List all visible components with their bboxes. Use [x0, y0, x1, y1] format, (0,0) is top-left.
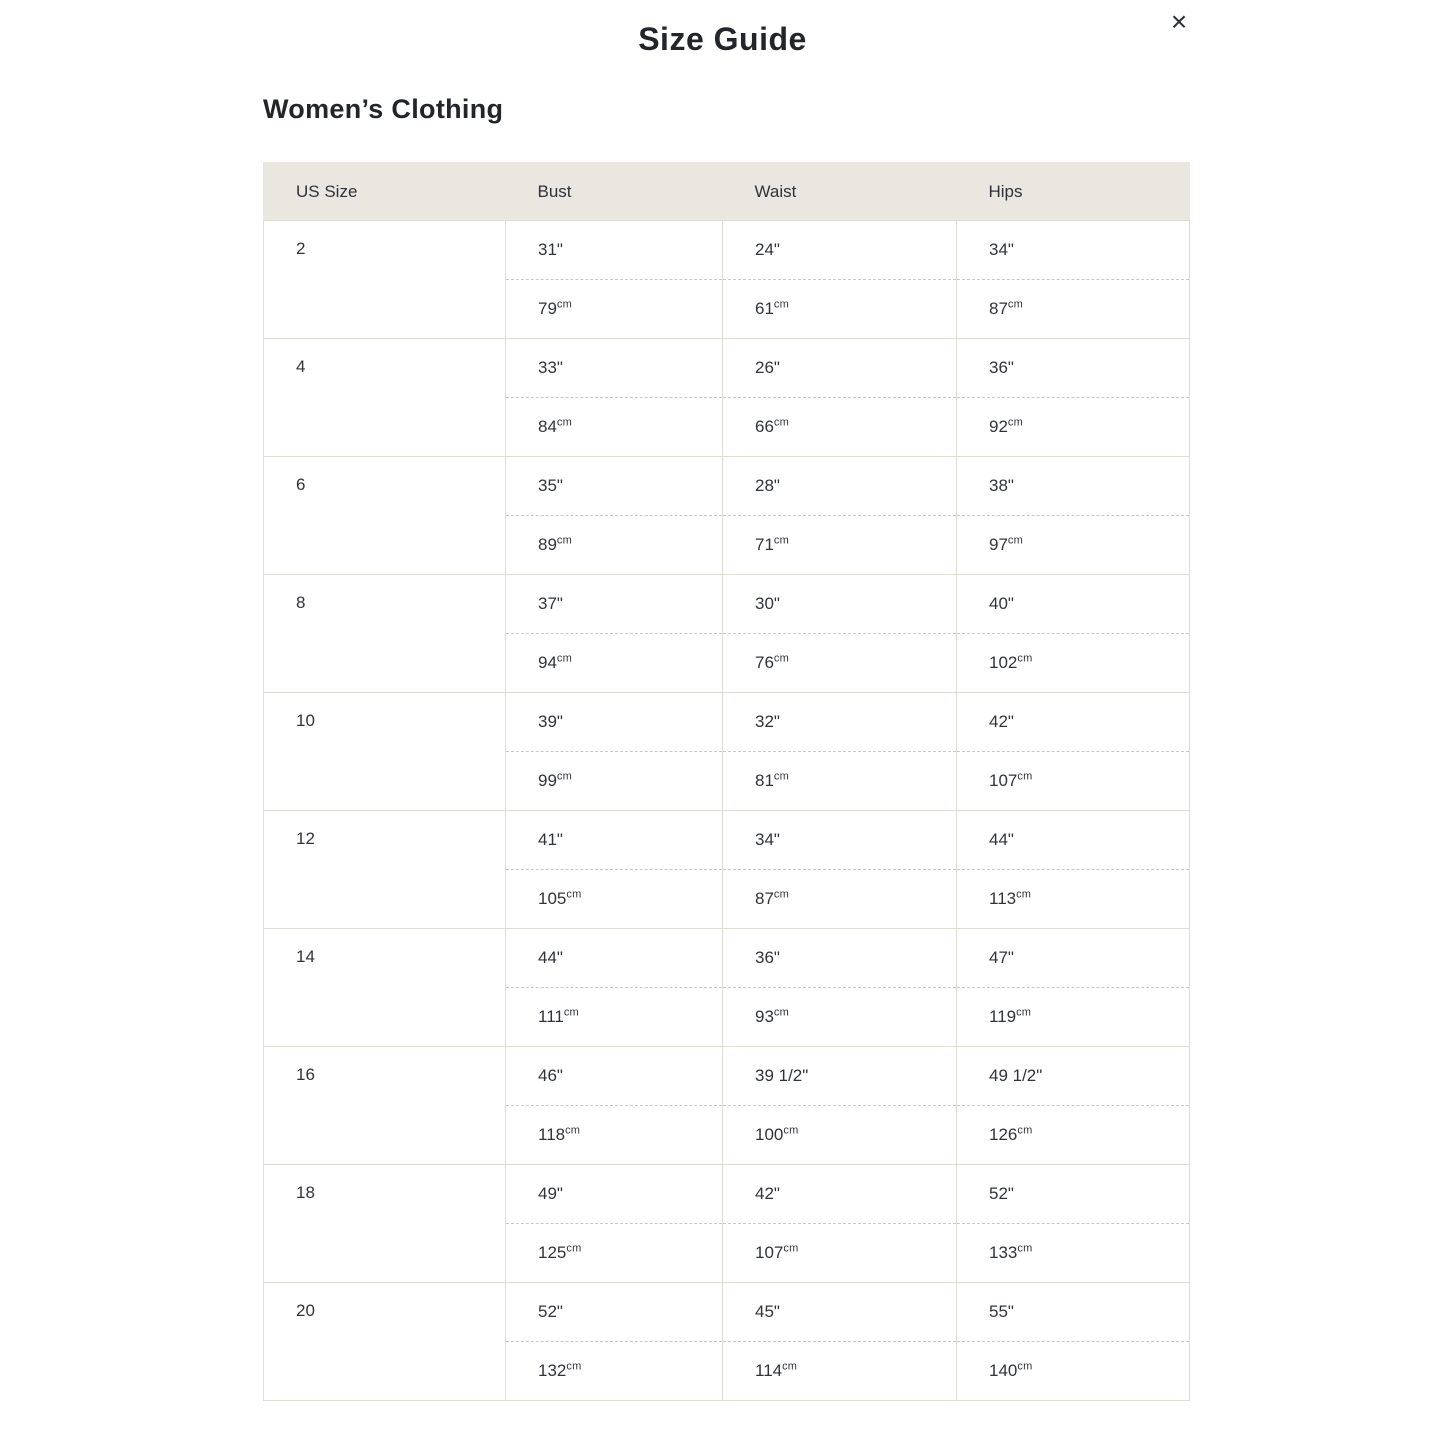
waist-cm-cell: $93^{cm}$: [723, 988, 957, 1047]
us-size-cell: 8: [264, 575, 506, 693]
hips-cm-cell: $119^{cm}$: [957, 988, 1190, 1047]
hips-cm-cell: $113^{cm}$: [957, 870, 1190, 929]
table-row-inches: [264, 575, 1190, 634]
bust-cm-cell: $94^{cm}$: [506, 634, 723, 693]
bust-cm-cell: $79^{cm}$: [506, 280, 723, 339]
bust-cm-cell: $99^{cm}$: [506, 752, 723, 811]
hips-inches-cell: 44": [957, 811, 1190, 870]
table-row-inches: [264, 457, 1190, 516]
waist-cm-cell: $66^{cm}$: [723, 398, 957, 457]
cm-unit-superscript: cm: [1017, 652, 1033, 665]
us-size-cell: 4: [264, 339, 506, 457]
section-title: Women’s Clothing: [263, 94, 504, 124]
us-size-cell: 16: [264, 1047, 506, 1165]
cm-unit-superscript: cm: [556, 770, 572, 783]
close-button[interactable]: [1161, 4, 1197, 40]
cm-unit-superscript: cm: [566, 888, 582, 901]
cm-unit-superscript: cm: [773, 534, 789, 547]
waist-cm-cell: $71^{cm}$: [723, 516, 957, 575]
us-size-cell: 20: [264, 1283, 506, 1401]
hips-inches-cell: 38": [957, 457, 1190, 516]
table-row-inches: [264, 811, 1190, 870]
hips-inches-cell: 55": [957, 1283, 1190, 1342]
bust-inches-cell: 39": [506, 693, 723, 752]
hips-cm-cell: $133^{cm}$: [957, 1224, 1190, 1283]
hips-cm-cell: $87^{cm}$: [957, 280, 1190, 339]
waist-inches-cell: 36": [723, 929, 957, 988]
bust-inches-cell: 44": [506, 929, 723, 988]
hips-inches-cell: 34": [957, 221, 1190, 280]
cm-unit-superscript: cm: [773, 652, 789, 665]
cm-unit-superscript: cm: [783, 1124, 799, 1137]
table-row-inches: [264, 929, 1190, 988]
table-row-inches: [264, 693, 1190, 752]
bust-inches-cell: 33": [506, 339, 723, 398]
hips-inches-cell: 52": [957, 1165, 1190, 1224]
waist-cm-cell: $87^{cm}$: [723, 870, 957, 929]
bust-cm-cell: $89^{cm}$: [506, 516, 723, 575]
cm-unit-superscript: cm: [563, 1006, 579, 1019]
hips-inches-cell: 36": [957, 339, 1190, 398]
cm-unit-superscript: cm: [1017, 1242, 1033, 1255]
bust-inches-cell: 31": [506, 221, 723, 280]
waist-inches-cell: 28": [723, 457, 957, 516]
close-icon: ×: [1170, 6, 1188, 37]
hips-cm-cell: $107^{cm}$: [957, 752, 1190, 811]
table-row-inches: [264, 339, 1190, 398]
hips-cm-cell: $126^{cm}$: [957, 1106, 1190, 1165]
table-row-inches: [264, 1283, 1190, 1342]
waist-cm-cell: $76^{cm}$: [723, 634, 957, 693]
hips-inches-cell: 47": [957, 929, 1190, 988]
cm-unit-superscript: cm: [556, 534, 572, 547]
hips-cm-cell: $97^{cm}$: [957, 516, 1190, 575]
waist-inches-cell: 34": [723, 811, 957, 870]
us-size-cell: 12: [264, 811, 506, 929]
cm-unit-superscript: cm: [1007, 298, 1023, 311]
waist-inches-cell: 24": [723, 221, 957, 280]
us-size-cell: 14: [264, 929, 506, 1047]
cm-unit-superscript: cm: [1007, 416, 1023, 429]
cm-unit-superscript: cm: [566, 1242, 582, 1255]
cm-unit-superscript: cm: [1017, 770, 1033, 783]
waist-cm-cell: $107^{cm}$: [723, 1224, 957, 1283]
bust-inches-cell: 37": [506, 575, 723, 634]
waist-cm-cell: $61^{cm}$: [723, 280, 957, 339]
hips-cm-cell: $92^{cm}$: [957, 398, 1190, 457]
modal-content: [263, 92, 1189, 1401]
cm-unit-superscript: cm: [1007, 534, 1023, 547]
bust-inches-cell: 41": [506, 811, 723, 870]
hips-inches-cell: 42": [957, 693, 1190, 752]
hips-inches-cell: 49 1/2": [957, 1047, 1190, 1106]
hips-inches-cell: 40": [957, 575, 1190, 634]
cm-unit-superscript: cm: [783, 1242, 799, 1255]
cm-unit-superscript: cm: [773, 416, 789, 429]
cm-unit-superscript: cm: [1017, 1360, 1033, 1373]
bust-inches-cell: 49": [506, 1165, 723, 1224]
cm-unit-superscript: cm: [773, 770, 789, 783]
us-size-cell: 18: [264, 1165, 506, 1283]
bust-inches-cell: 46": [506, 1047, 723, 1106]
waist-inches-cell: 26": [723, 339, 957, 398]
table-row-inches: [264, 221, 1190, 280]
waist-inches-cell: 32": [723, 693, 957, 752]
cm-unit-superscript: cm: [773, 1006, 789, 1019]
size-table: [263, 162, 1190, 1401]
waist-inches-cell: 39 1/2": [723, 1047, 957, 1106]
table-row-inches: [264, 1165, 1190, 1224]
cm-unit-superscript: cm: [782, 1360, 798, 1373]
cm-unit-superscript: cm: [1016, 888, 1032, 901]
bust-cm-cell: $132^{cm}$: [506, 1342, 723, 1401]
bust-cm-cell: $111^{cm}$: [506, 988, 723, 1047]
header-bust: Bust: [506, 163, 723, 221]
bust-cm-cell: $125^{cm}$: [506, 1224, 723, 1283]
bust-cm-cell: $118^{cm}$: [506, 1106, 723, 1165]
cm-unit-superscript: cm: [565, 1124, 581, 1137]
hips-cm-cell: $102^{cm}$: [957, 634, 1190, 693]
cm-unit-superscript: cm: [773, 298, 789, 311]
header-us-size: US Size: [264, 163, 506, 221]
waist-cm-cell: $81^{cm}$: [723, 752, 957, 811]
waist-cm-cell: $114^{cm}$: [723, 1342, 957, 1401]
waist-cm-cell: $100^{cm}$: [723, 1106, 957, 1165]
modal-title: Size Guide: [638, 21, 807, 57]
cm-unit-superscript: cm: [556, 652, 572, 665]
waist-inches-cell: 30": [723, 575, 957, 634]
cm-unit-superscript: cm: [1017, 1124, 1033, 1137]
header-hips: Hips: [957, 163, 1190, 221]
cm-unit-superscript: cm: [556, 416, 572, 429]
waist-inches-cell: 42": [723, 1165, 957, 1224]
cm-unit-superscript: cm: [773, 888, 789, 901]
bust-inches-cell: 35": [506, 457, 723, 516]
cm-unit-superscript: cm: [566, 1360, 582, 1373]
us-size-cell: 2: [264, 221, 506, 339]
table-header-row: [264, 163, 1190, 221]
header-waist: Waist: [723, 163, 957, 221]
us-size-cell: 10: [264, 693, 506, 811]
bust-inches-cell: 52": [506, 1283, 723, 1342]
cm-unit-superscript: cm: [1016, 1006, 1032, 1019]
table-row-inches: [264, 1047, 1190, 1106]
bust-cm-cell: $105^{cm}$: [506, 870, 723, 929]
waist-inches-cell: 45": [723, 1283, 957, 1342]
cm-unit-superscript: cm: [556, 298, 572, 311]
bust-cm-cell: $84^{cm}$: [506, 398, 723, 457]
us-size-cell: 6: [264, 457, 506, 575]
hips-cm-cell: $140^{cm}$: [957, 1342, 1190, 1401]
